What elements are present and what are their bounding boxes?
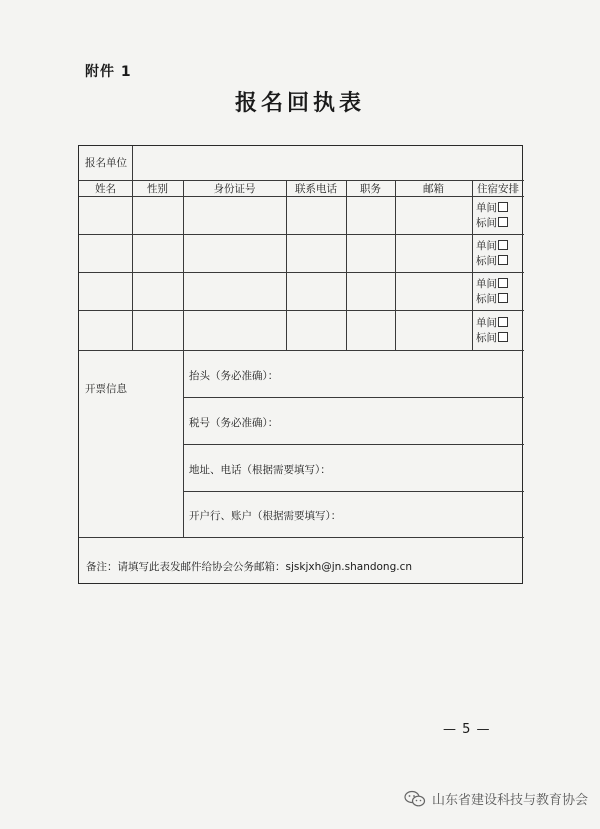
column-header-accommodation: 住宿安排 — [477, 183, 519, 195]
column-header-position: 职务 — [360, 183, 381, 195]
room-option-standard[interactable]: 标间 — [476, 292, 508, 306]
tax-number-field[interactable]: 税号（务必准确）： — [189, 417, 279, 429]
room-option-single[interactable]: 单间 — [476, 201, 508, 215]
room-option-standard[interactable]: 标间 — [476, 331, 508, 345]
form-note: 备注：请填写此表发邮件给协会公务邮箱：sjskjxh@jn.shandong.cn — [86, 561, 413, 573]
bank-account-field[interactable]: 开户行、账户（根据需要填写）： — [189, 510, 342, 522]
column-header-phone: 联系电话 — [295, 183, 337, 195]
checkbox[interactable] — [498, 332, 508, 342]
page-number: — 5 — — [443, 722, 491, 737]
checkbox[interactable] — [498, 293, 508, 303]
registration-form-table — [78, 145, 523, 584]
invoice-label: 开票信息 — [85, 383, 127, 395]
column-header-gender: 性别 — [147, 183, 168, 195]
checkbox[interactable] — [498, 217, 508, 227]
invoice-title-field[interactable]: 抬头（务必准确）： — [189, 370, 279, 382]
room-option-single[interactable]: 单间 — [476, 277, 508, 291]
unit-label: 报名单位 — [85, 157, 127, 169]
checkbox[interactable] — [498, 202, 508, 212]
column-header-id-number: 身份证号 — [213, 183, 256, 195]
checkbox[interactable] — [498, 255, 508, 265]
source-watermark — [404, 789, 588, 808]
room-option-standard[interactable]: 标间 — [476, 254, 508, 268]
page-title: 报名回执表 — [234, 91, 365, 116]
address-phone-field[interactable]: 地址、电话（根据需要填写）： — [189, 464, 331, 476]
attachment-label: 附件 1 — [85, 64, 132, 80]
wechat-icon — [404, 790, 426, 808]
column-header-name: 姓名 — [95, 183, 116, 195]
unit-input[interactable] — [139, 156, 517, 172]
room-option-single[interactable]: 单间 — [476, 316, 508, 330]
checkbox[interactable] — [498, 278, 508, 288]
room-option-single[interactable]: 单间 — [476, 239, 508, 253]
checkbox[interactable] — [498, 240, 508, 250]
checkbox[interactable] — [498, 317, 508, 327]
column-header-email: 邮箱 — [423, 183, 444, 195]
room-option-standard[interactable]: 标间 — [476, 216, 508, 230]
watermark-text: 山东省建设科技与教育协会 — [431, 793, 588, 808]
